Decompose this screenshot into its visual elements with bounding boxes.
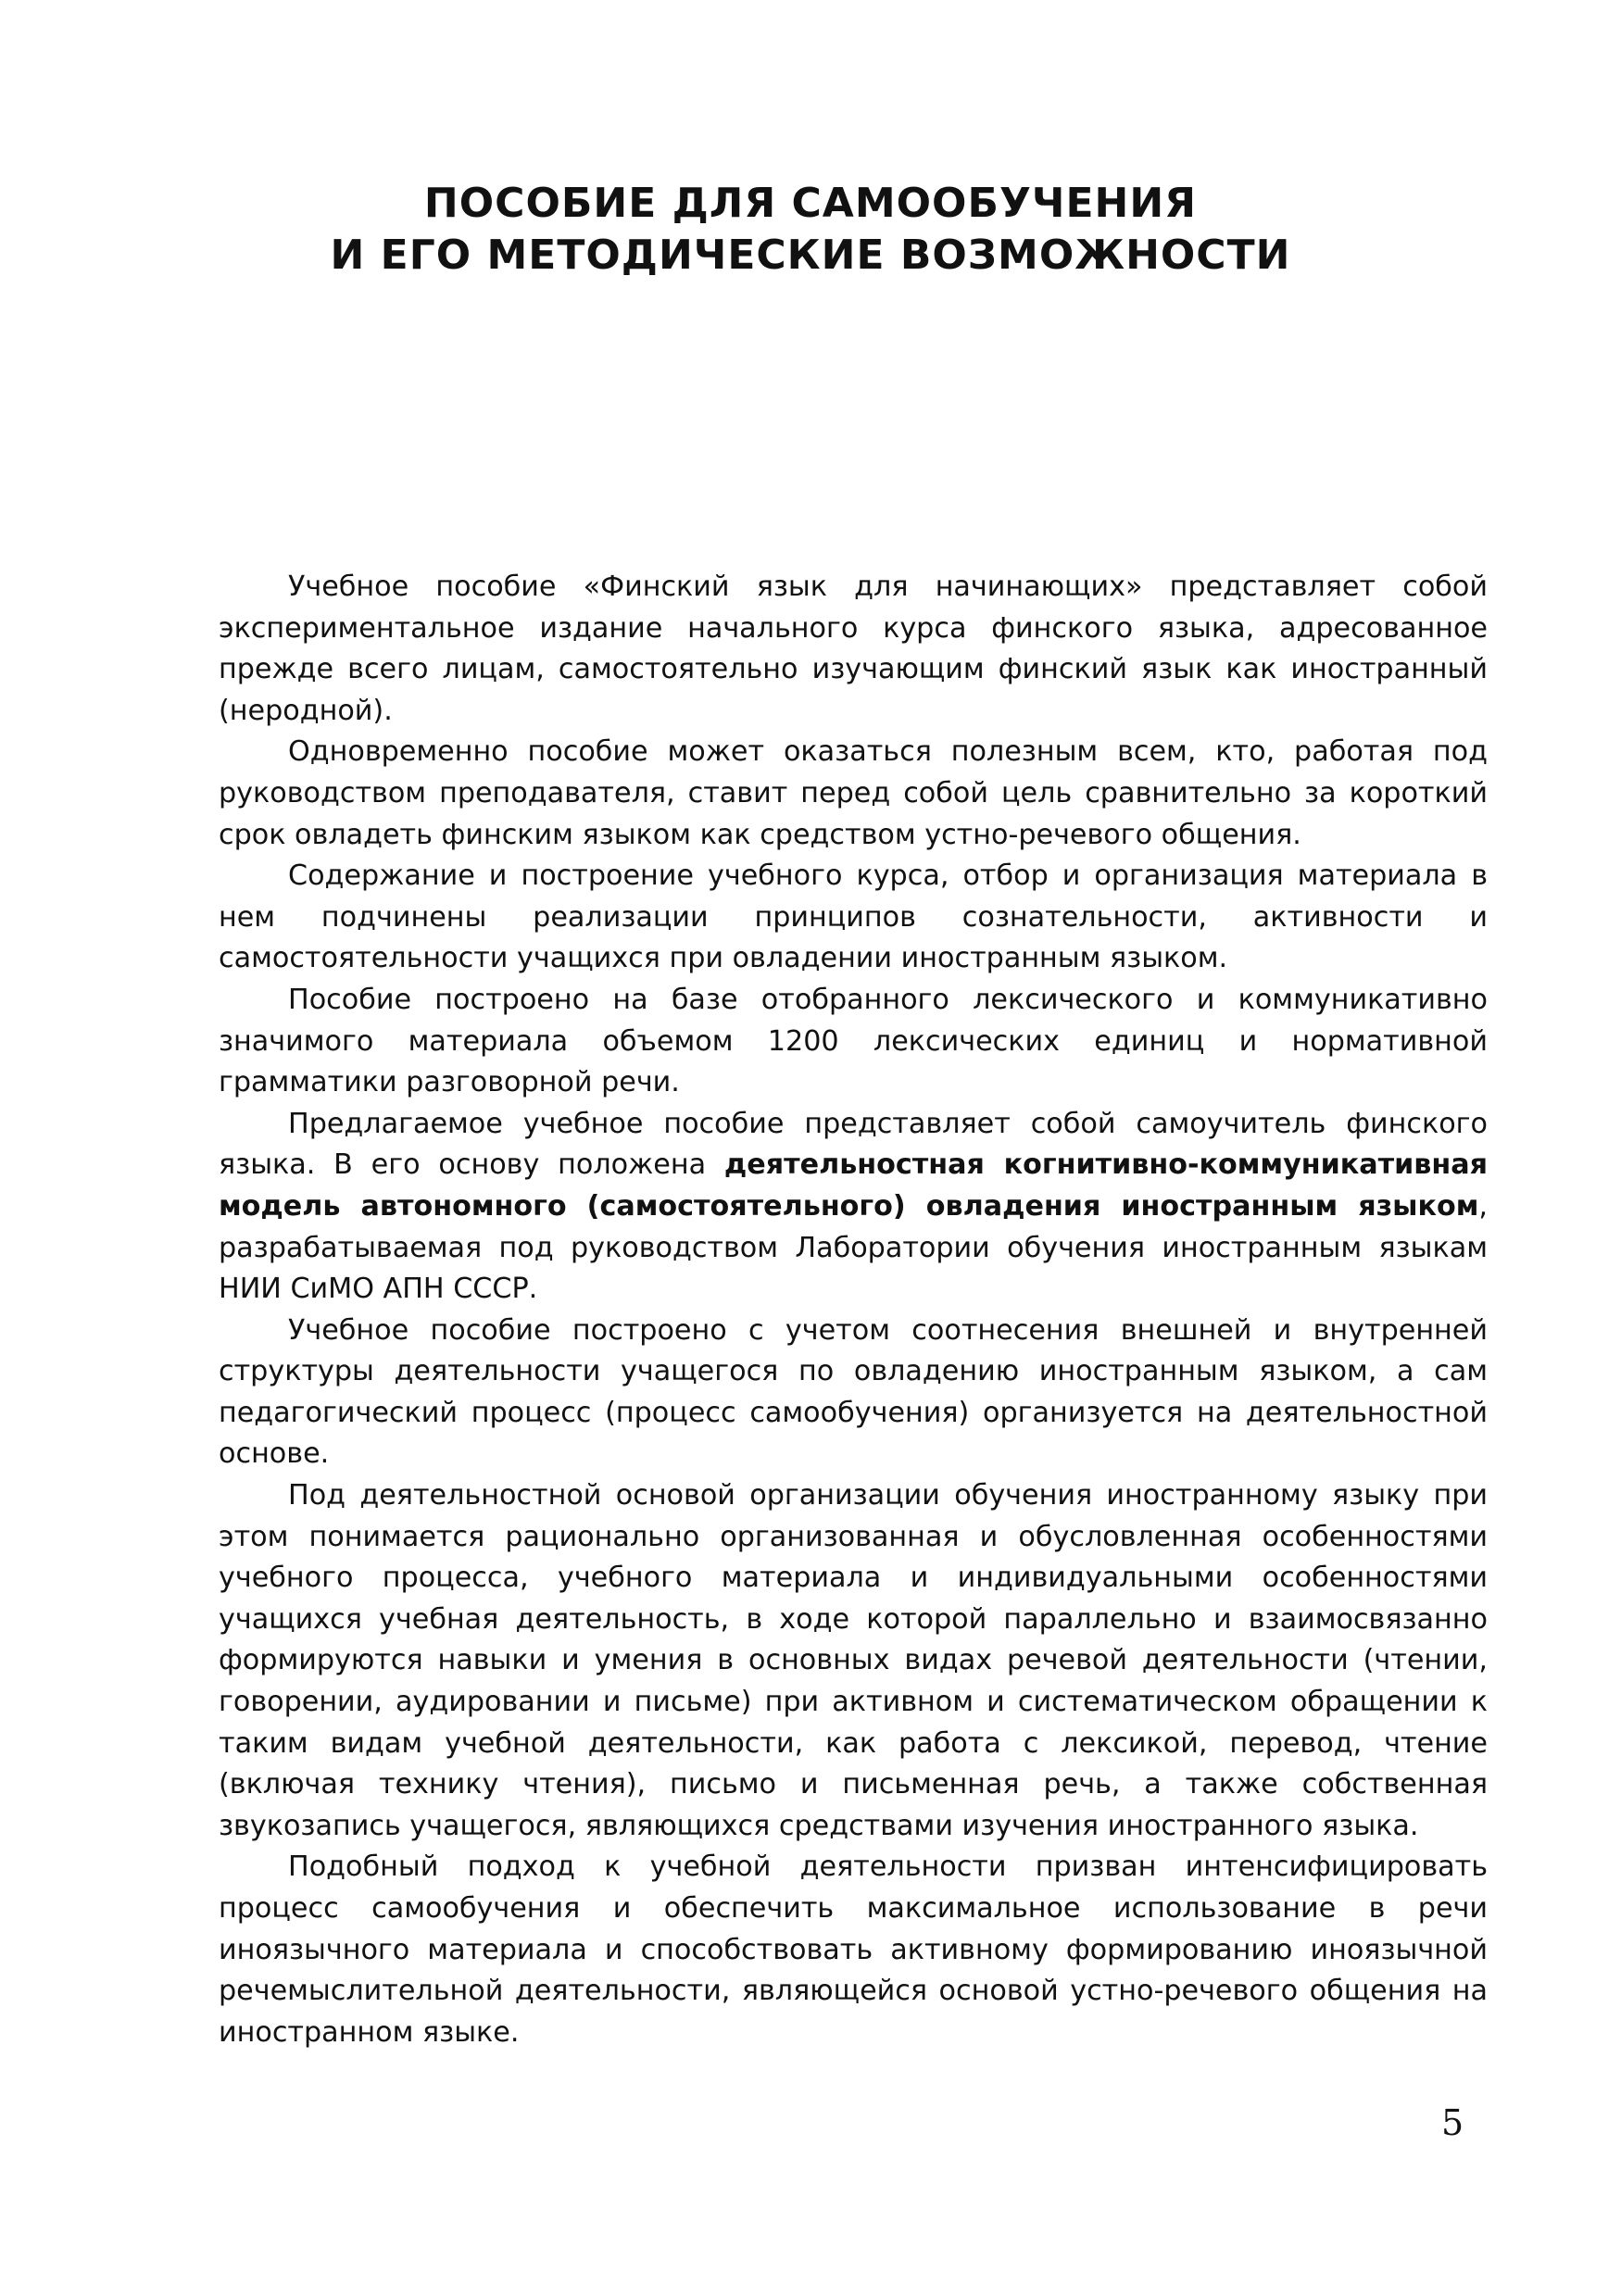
paragraph-5-text-before: Предлагаемое учебное пособие представляет собой самоучитель финского языка. В его основу положена: [219, 1107, 1488, 1182]
paragraph-2: Одновременно пособие может оказаться полезным всем, кто, работая под руководством преподавателя, ставит перед собой цель сравнительно за короткий срок овладеть финским языком как средством устно-речевого общения.: [219, 735, 1488, 851]
paragraph-5: [219, 1104, 1488, 1311]
paragraph-7: Под деятельностной основой организации обучения иностранному языку при этом понимается рационально организованная и обусловленная особенностями учебного процесса, учебного материала и индивидуальными особенностями учащихся учебная деятельность, в ходе которой параллельно и взаимосвязанно формируются навыки и умения в основных видах речевой деятельности (чтении, говорении, аудировании и письме) при активном и систематическом обращении к таким видам учебной деятельности, как работа с лексикой, перевод, чтение (включая технику чтения), письмо и письменная речь, а также собственная звукозапись учащегося, являющихся средствами изучения иностранного языка.: [219, 1479, 1488, 1842]
paragraph-8: Подобный подход к учебной деятельности призван интенсифицировать процесс самообучения и обеспечить максимальное использование в речи иноязычного материала и способствовать активному формированию иноязычной речемыслительной деятельности, являющейся основой устно-речевого общения на иностранном языке.: [219, 1851, 1488, 2049]
title-line-2: И ЕГО МЕТОДИЧЕСКИЕ ВОЗМОЖНОСТИ: [330, 232, 1291, 279]
paragraph-6: Учебное пособие построено с учетом соотнесения внешней и внутренней структуры деятельности учащегося по овладению иностранным языком, а сам педагогический процесс (процесс самообучения) организуется на деятельностной основе.: [219, 1313, 1488, 1471]
paragraph-5-text-after: , разрабатываемая под руководством Лаборатории обучения иностранным языкам НИИ СиМО АПН СССР.: [219, 1189, 1488, 1306]
paragraph-5-bold-term: деятельностная когнитивно-коммуникативная модель автономного (самостоятельного) овладения иностранным языком: [219, 1148, 1488, 1223]
page-number: 5: [1441, 2102, 1464, 2143]
title-line-1: ПОСОБИЕ ДЛЯ САМООБУЧЕНИЯ: [423, 180, 1198, 227]
page-title: [0, 178, 1621, 282]
paragraph-3: Содержание и построение учебного курса, отбор и организация материала в нем подчинены реализации принципов сознательности, активности и самостоятельности учащихся при овладении иностранным языком.: [219, 859, 1488, 975]
paragraph-4: Пособие построено на базе отобранного лексического и коммуникативно значимого материала объемом 1200 лексических единиц и нормативной грамматики разговорной речи.: [219, 983, 1488, 1099]
body-text: [219, 567, 1488, 2053]
paragraph-1: Учебное пособие «Финский язык для начинающих» представляет собой экспериментальное издание начального курса финского языка, адресованное прежде всего лицам, самостоятельно изучающим финский язык как иностранный (неродной).: [219, 571, 1488, 727]
